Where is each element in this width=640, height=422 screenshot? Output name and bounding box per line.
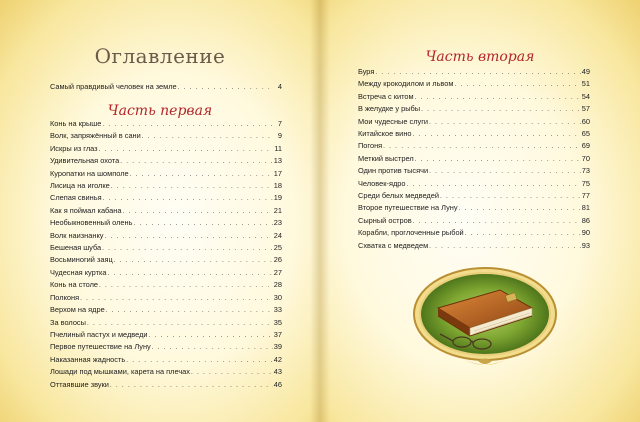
- toc-entry-title: Один против тысячи: [358, 166, 429, 176]
- toc-entry: [50, 341, 282, 353]
- toc-entry-page: 46: [273, 379, 282, 389]
- toc-entry-page: 51: [581, 79, 590, 89]
- dot-leader: [99, 280, 273, 292]
- dot-leader: [454, 79, 580, 91]
- dot-leader: [465, 228, 581, 240]
- toc-entry-intro: [50, 81, 282, 93]
- toc-entry: [50, 242, 282, 254]
- toc-entry: [358, 103, 590, 115]
- toc-entry: [358, 202, 590, 214]
- dot-leader: [99, 144, 273, 156]
- toc-entry: [50, 354, 282, 366]
- toc-entry-page: 65: [581, 129, 590, 139]
- dot-leader: [108, 268, 273, 280]
- dot-leader: [133, 218, 272, 230]
- toc-entry: [50, 168, 282, 180]
- toc-entry-page: 37: [273, 329, 282, 339]
- toc-entry-title: Лошади под мышками, карета на плечах: [50, 367, 190, 377]
- toc-entry-title: Буря: [358, 67, 375, 76]
- toc-entry-page: 33: [273, 305, 282, 315]
- dot-leader: [130, 169, 273, 181]
- toc-entry: [50, 118, 282, 130]
- toc-entry: [50, 205, 282, 217]
- toc-entry: [358, 227, 590, 239]
- toc-entry: [358, 128, 590, 140]
- dot-leader: [110, 380, 273, 392]
- toc-entry-title: Наказанная жадность: [50, 354, 126, 364]
- toc-entry-page: 90: [581, 228, 590, 238]
- dot-leader: [80, 293, 273, 305]
- dot-leader: [122, 206, 272, 218]
- toc-entry-title: Среди белых медведей: [358, 191, 439, 201]
- toc-entry: [50, 130, 282, 142]
- toc-entry-title: Необыкновенный олень: [50, 218, 133, 228]
- toc-entry-title: Оттаявшие звуки: [50, 379, 109, 389]
- toc-entry: [50, 254, 282, 266]
- toc-entry-page: 18: [273, 181, 282, 191]
- toc-entry: [358, 190, 590, 202]
- toc-part-two: [358, 66, 590, 252]
- toc-entry: [50, 304, 282, 316]
- toc-entry-title: Как я поймал кабана: [50, 205, 122, 215]
- dot-leader: [429, 117, 581, 129]
- toc-entry-title: В желудке у рыбы: [358, 104, 421, 114]
- toc-entry: [50, 143, 282, 155]
- toc-entry-title: Меткий выстрел: [358, 153, 414, 163]
- toc-entry-title: Пчелиный пастух и медведи: [50, 329, 148, 339]
- toc-entry: [50, 155, 282, 167]
- toc-entry-title: Бешеная шуба: [50, 243, 102, 253]
- toc-entry-page: 60: [581, 116, 590, 126]
- toc-entry-title: Восьминогий заяц: [50, 255, 113, 265]
- toc-entry-page: 4: [277, 82, 282, 91]
- toc-entry-page: 73: [581, 166, 590, 176]
- dot-leader: [429, 241, 581, 253]
- toc-entry-page: 7: [277, 119, 282, 128]
- toc-entry-title: Погоня: [358, 141, 383, 151]
- toc-entry-page: 17: [273, 168, 282, 178]
- toc-entry-page: 9: [277, 131, 282, 141]
- toc-entry-title: Сырный остров: [358, 215, 412, 225]
- toc-entry-page: 93: [581, 240, 590, 250]
- toc-entry: [358, 140, 590, 152]
- toc-entry-page: 43: [273, 367, 282, 377]
- dot-leader: [103, 193, 273, 205]
- toc-entry: [50, 292, 282, 304]
- toc-entry-title: Полконя: [50, 292, 80, 302]
- toc-entry: [50, 279, 282, 291]
- toc-entry-title: Волк наизнанку: [50, 230, 104, 240]
- toc-entry-page: 19: [273, 193, 282, 203]
- toc-entry: [358, 78, 590, 90]
- toc-entry-title: Конь на столе: [50, 280, 99, 290]
- toc-entry-page: 77: [581, 191, 590, 201]
- dot-leader: [111, 181, 273, 193]
- dot-leader: [149, 330, 273, 342]
- toc-entry: [50, 317, 282, 329]
- toc-entry-title: Китайское вино: [358, 129, 412, 139]
- toc-entry-title: Мои чудесные слуги: [358, 116, 429, 126]
- toc-entry: [358, 240, 590, 252]
- toc-entry-title: Первое путешествие на Луну: [50, 342, 151, 352]
- toc-entry: [50, 366, 282, 378]
- toc-entry-page: 49: [581, 67, 590, 76]
- toc-entry-page: 81: [581, 203, 590, 213]
- toc-entry: [50, 180, 282, 192]
- toc-intro: [50, 81, 282, 93]
- right-page: [320, 0, 640, 422]
- toc-entry-title: Лисица на иголке: [50, 181, 110, 191]
- dot-leader: [415, 92, 581, 104]
- toc-entry-title: Встреча с китом: [358, 91, 414, 101]
- toc-entry: [50, 267, 282, 279]
- toc-entry-page: 75: [581, 178, 590, 188]
- toc-entry: [50, 329, 282, 341]
- toc-entry-page: 42: [273, 354, 282, 364]
- toc-entry: [358, 66, 590, 78]
- toc-entry: [358, 165, 590, 177]
- toc-entry-title: Слепая свинья: [50, 193, 102, 203]
- toc-entry-page: 70: [581, 153, 590, 163]
- toc-entry-page: 86: [581, 215, 590, 225]
- toc-entry-page: 24: [273, 230, 282, 240]
- dot-leader: [421, 104, 581, 116]
- toc-entry-title: Между крокодилом и львом: [358, 79, 454, 89]
- toc-entry-page: 28: [273, 280, 282, 290]
- dot-leader: [142, 131, 273, 143]
- dot-leader: [106, 305, 273, 317]
- toc-entry-page: 27: [273, 267, 282, 277]
- dot-leader: [413, 129, 581, 141]
- book-spectacles-illustration: [410, 264, 560, 372]
- toc-entry: [50, 379, 282, 391]
- section-title-part-one: Часть первая: [107, 103, 213, 119]
- toc-entry-title: Человек-ядро: [358, 178, 406, 188]
- toc-entry-page: 69: [581, 141, 590, 151]
- toc-entry-title: Удивительная охота: [50, 156, 120, 166]
- toc-entry-title: Второе путешествие на Луну: [358, 203, 458, 213]
- toc-entry-title: Самый правдивый человек на земле: [50, 82, 177, 91]
- toc-entry-page: 25: [273, 243, 282, 253]
- dot-leader: [415, 154, 581, 166]
- dot-leader: [191, 367, 273, 379]
- toc-entry: [358, 91, 590, 103]
- section-title-part-two: Часть вторая: [425, 49, 535, 65]
- dot-leader: [152, 342, 273, 354]
- toc-entry: [50, 192, 282, 204]
- page-title: Оглавление: [94, 44, 226, 68]
- dot-leader: [114, 255, 273, 267]
- toc-entry-title: Куропатки на шомполе: [50, 168, 129, 178]
- toc-entry-page: 39: [273, 342, 282, 352]
- toc-entry-title: Схватка с медведем: [358, 240, 429, 250]
- toc-entry-page: 30: [273, 292, 282, 302]
- toc-entry: [358, 215, 590, 227]
- dot-leader: [440, 191, 581, 203]
- toc-entry-title: Искры из глаз: [50, 143, 98, 153]
- toc-entry: [50, 230, 282, 242]
- dot-leader: [459, 203, 581, 215]
- toc-entry-page: 23: [273, 218, 282, 228]
- dot-leader: [178, 82, 273, 94]
- toc-entry-page: 57: [581, 104, 590, 114]
- dot-leader: [102, 243, 273, 255]
- toc-entry-title: Волк, запряжённый в сани: [50, 131, 141, 141]
- toc-entry-page: 26: [273, 255, 282, 265]
- toc-entry: [358, 178, 590, 190]
- toc-entry: [50, 217, 282, 229]
- toc-entry-page: 13: [273, 156, 282, 166]
- toc-entry-title: Корабли, проглоченные рыбой: [358, 228, 464, 238]
- toc-entry-page: 21: [273, 205, 282, 215]
- toc-entry-title: Конь на крыше: [50, 119, 102, 128]
- dot-leader: [120, 156, 273, 168]
- toc-entry-title: Чудесная куртка: [50, 267, 107, 277]
- book-gutter: [310, 0, 330, 422]
- toc-entry-title: Верхом на ядре: [50, 305, 105, 315]
- dot-leader: [104, 231, 272, 243]
- toc-entry-page: 35: [273, 317, 282, 327]
- toc-entry: [358, 116, 590, 128]
- toc-entry-page: 11: [274, 143, 282, 153]
- toc-entry-page: 54: [581, 91, 590, 101]
- toc-entry-title: За волосы: [50, 317, 86, 327]
- toc-entry: [358, 153, 590, 165]
- dot-leader: [429, 166, 581, 178]
- toc-part-one: [50, 118, 282, 391]
